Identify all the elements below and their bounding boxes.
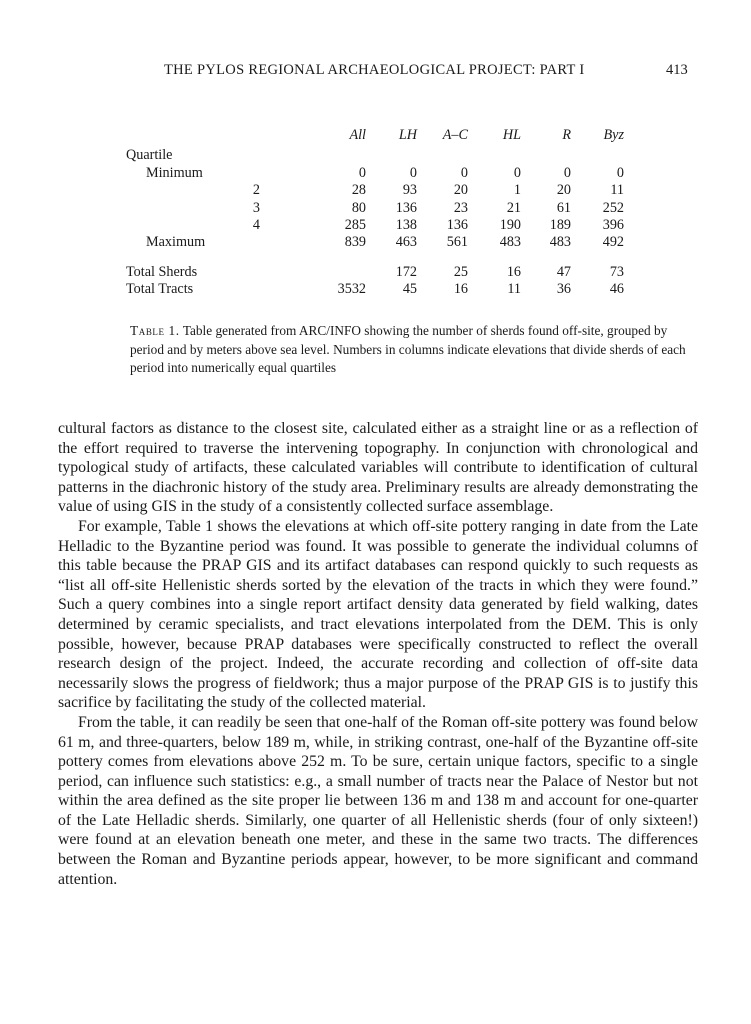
table-cell: 20 xyxy=(453,182,468,199)
table-cell: 36 xyxy=(556,281,571,298)
table-cell: 45 xyxy=(402,281,417,298)
elevation-quartile-table xyxy=(126,127,624,299)
table-cell: 0 xyxy=(563,164,571,181)
table-header-row xyxy=(126,127,624,147)
caption-tag: Table 1. xyxy=(130,323,180,338)
row-label: 3 xyxy=(252,199,260,216)
running-head: THE PYLOS REGIONAL ARCHAEOLOGICAL PROJECT: PART I xyxy=(164,62,585,78)
table-cell: 80 xyxy=(351,199,366,216)
table-cell: 0 xyxy=(616,164,624,181)
row-label: Total Sherds xyxy=(126,263,198,280)
body-text xyxy=(58,419,698,889)
paragraph: From the table, it can readily be seen that one-half of the Roman off-site pottery was found below 61 m, and three-quarters, below 189 m, while, in striking contrast, one-half of the Byzantine off-site pottery comes from elevations above 252 m. To be sure, certain unique factors, specific to a single period, can influence such statistics: e.g., a small number of tracts near the Palace of Nestor but not within the area defined as the site proper lie between 136 m and 138 m and account for one-quarter of the Late Helladic sherds. Similarly, one quarter of all Hellenistic sherds (four of only sixteen!) were found at an elevation beneath one meter, and these in the same two tracts. The differences between the Roman and Byzantine periods appear, however, to be more significant and command attention. xyxy=(58,713,698,888)
table-cell: 172 xyxy=(395,263,417,280)
table-cell: 1 xyxy=(513,182,521,199)
column-header: A–C xyxy=(442,127,468,143)
table-cell: 93 xyxy=(402,182,417,199)
table-row xyxy=(126,264,624,281)
table-cell xyxy=(260,264,366,281)
table-cell: 190 xyxy=(499,217,521,234)
table-cell: 0 xyxy=(409,164,417,181)
table-cell: 0 xyxy=(358,164,366,181)
page-number: 413 xyxy=(666,62,688,78)
paragraph: cultural factors as distance to the closest site, calculated either as a straight line or as a reflection of the effort required to traverse the intervening topography. In conjunction with chronological and typological study of artifacts, these calculated variables will contribute to identification of cultural patterns in the diachronic history of the study area. Preliminary results are already demonstrating the value of using GIS in the study of a consistently collected surface assemblage. xyxy=(58,420,698,516)
table-cell: 16 xyxy=(453,281,468,298)
table-cell: 73 xyxy=(609,263,624,280)
table-cell: 0 xyxy=(513,164,521,181)
table-caption xyxy=(130,322,698,378)
table-row xyxy=(126,200,624,217)
column-header: All xyxy=(349,127,366,143)
row-label: 4 xyxy=(252,217,260,234)
table-cell: 252 xyxy=(602,199,624,216)
table-cell: 47 xyxy=(556,263,571,280)
table-cell: 61 xyxy=(556,199,571,216)
page-header xyxy=(0,62,751,82)
table-row xyxy=(126,217,624,234)
table-cell: 396 xyxy=(602,217,624,234)
table-cell: 839 xyxy=(344,234,366,251)
table-row xyxy=(126,234,624,251)
table-cell: 492 xyxy=(602,234,624,251)
table-cell: 483 xyxy=(549,234,571,251)
section-label: Quartile xyxy=(126,147,173,164)
table-cell: 20 xyxy=(556,182,571,199)
caption-text: Table generated from ARC/INFO showing the number of sherds found off-site, grouped by period and by meters above sea level. Numbers in columns indicate elevations that divide sherds of each period into numerically equal quartiles xyxy=(130,323,686,375)
table-cell: 25 xyxy=(453,263,468,280)
table-cell: 463 xyxy=(395,234,417,251)
column-header: LH xyxy=(398,127,417,143)
table-row xyxy=(126,165,624,182)
table-cell: 23 xyxy=(453,199,468,216)
table-row xyxy=(126,281,624,298)
table-cell: 189 xyxy=(549,217,571,234)
table-cell: 561 xyxy=(446,234,468,251)
table-cell: 138 xyxy=(395,217,417,234)
table-cell: 483 xyxy=(499,234,521,251)
table-cell: 16 xyxy=(506,263,521,280)
table-cell: 285 xyxy=(344,217,366,234)
table-cell: 136 xyxy=(446,217,468,234)
table-cell: 3532 xyxy=(337,281,366,298)
column-header: Byz xyxy=(603,127,624,143)
table-cell: 11 xyxy=(507,281,521,298)
column-header: HL xyxy=(502,127,521,143)
table-cell: 0 xyxy=(460,164,468,181)
row-label: 2 xyxy=(252,182,260,199)
table-cell: 11 xyxy=(610,182,624,199)
row-label: Minimum xyxy=(146,164,203,181)
table-cell: 28 xyxy=(351,182,366,199)
table-cell: 21 xyxy=(506,199,521,216)
row-label: Total Tracts xyxy=(126,281,194,298)
row-label: Maximum xyxy=(146,234,206,251)
table-row xyxy=(126,182,624,199)
table-cell: 136 xyxy=(395,199,417,216)
table-cell: 46 xyxy=(609,281,624,298)
paragraph: For example, Table 1 shows the elevations at which off-site pottery ranging in date from the Late Helladic to the Byzantine period was found. It was possible to generate the individual columns of this table because the PRAP GIS and its artifact databases can respond quickly to such requests as “list all off-site Hellenistic sherds sorted by the elevation of the tracts in which they were found.” Such a query combines into a single report artifact density data generated by field walking, dates determined by ceramic specialists, and tract elevations interpolated from the DEM. This is only possible, however, because PRAP databases were specifically constructed to reflect the overall research design of the project. Indeed, the accurate recording and collection of off-site data necessarily slows the progress of fieldwork; thus a major purpose of the PRAP GIS is to justify this sacrifice by facilitating the study of the collected material. xyxy=(58,517,698,712)
table-section-row xyxy=(126,147,624,164)
column-header: R xyxy=(562,127,571,143)
